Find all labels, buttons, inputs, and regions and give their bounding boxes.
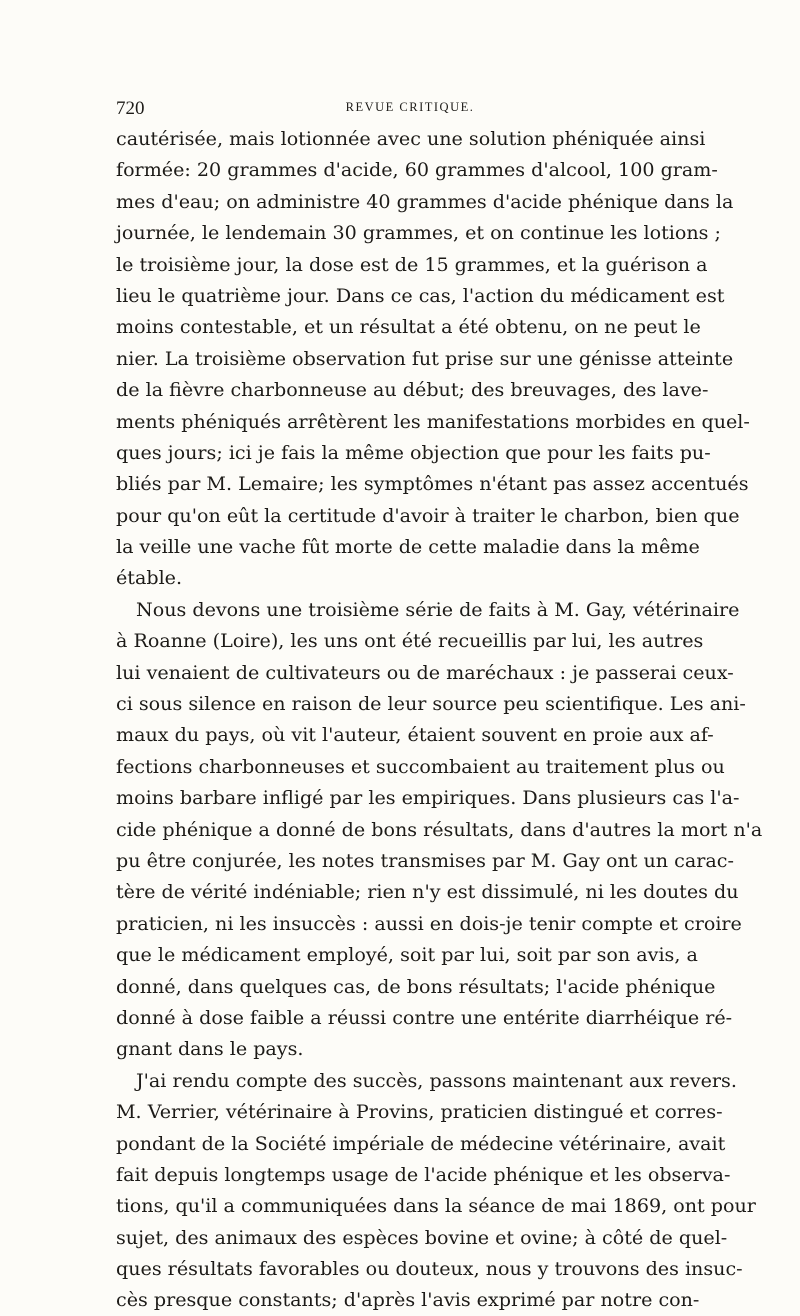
- text-line: lieu le quatrième jour. Dans ce cas, l'action du médicament est: [116, 283, 725, 307]
- text-line: fait depuis longtemps usage de l'acide phénique et les observa-: [116, 1162, 731, 1186]
- paragraph-start-line: J'ai rendu compte des succès, passons maintenant aux revers.: [136, 1068, 737, 1092]
- text-line: nier. La troisième observation fut prise sur une génisse atteinte: [116, 346, 734, 370]
- text-line: pour qu'on eût la certitude d'avoir à traiter le charbon, bien que: [116, 503, 740, 527]
- text-line: bliés par M. Lemaire; les symptômes n'étant pas assez accentués: [116, 472, 749, 496]
- text-line: sujet, des animaux des espèces bovine et ovine; à côté de quel-: [116, 1225, 728, 1249]
- paragraph-end-line: étable.: [116, 566, 183, 590]
- text-line: cide phénique a donné de bons résultats, dans d'autres la mort n'a: [116, 817, 763, 841]
- text-line: à Roanne (Loire), les uns ont été recueillis par lui, les autres: [116, 629, 704, 653]
- text-line: pu être conjurée, les notes transmises par M. Gay ont un carac-: [116, 848, 734, 872]
- text-line: lui venaient de cultivateurs ou de maréchaux : je passerai ceux-: [116, 660, 734, 684]
- text-line: formée: 20 grammes d'acide, 60 grammes d'alcool, 100 gram-: [116, 158, 718, 182]
- text-line: ques jours; ici je fais la même objection que pour les faits pu-: [116, 440, 711, 464]
- text-line: praticien, ni les insuccès : aussi en dois-je tenir compte et croire: [116, 911, 742, 935]
- text-line: moins contestable, et un résultat a été obtenu, on ne peut le: [116, 315, 701, 339]
- text-line: ci sous silence en raison de leur source peu scientifique. Les ani-: [116, 692, 746, 716]
- text-line: tère de vérité indéniable; rien n'y est dissimulé, ni les doutes du: [116, 880, 739, 904]
- body-text: [116, 123, 763, 1316]
- text-line: maux du pays, où vit l'auteur, étaient souvent en proie aux af-: [116, 723, 714, 747]
- paragraph-start-line: Nous devons une troisième série de faits à M. Gay, vétérinaire: [136, 597, 740, 621]
- text-line: journée, le lendemain 30 grammes, et on continue les lotions ;: [116, 221, 721, 245]
- page-header: [116, 96, 684, 120]
- text-line: tions, qu'il a communiquées dans la séance de mai 1869, ont pour: [116, 1194, 756, 1218]
- text-line: de la fièvre charbonneuse au début; des breuvages, des lave-: [116, 378, 709, 402]
- text-line: cautérisée, mais lotionnée avec une solution phéniquée ainsi: [116, 127, 706, 150]
- running-head: REVUE CRITIQUE.: [345, 100, 475, 114]
- text-line: le troisième jour, la dose est de 15 grammes, et la guérison a: [116, 252, 708, 276]
- text-line: pondant de la Société impériale de médecine vétérinaire, avait: [116, 1131, 726, 1155]
- text-line: fections charbonneuses et succombaient au traitement plus ou: [116, 754, 725, 778]
- text-line: mes d'eau; on administre 40 grammes d'acide phénique dans la: [116, 189, 734, 213]
- book-page: [116, 96, 763, 1316]
- text-line: moins barbare infligé par les empiriques. Dans plusieurs cas l'a-: [116, 786, 740, 810]
- text-line: ments phéniqués arrêtèrent les manifestations morbides en quel-: [116, 409, 750, 433]
- text-line: donné, dans quelques cas, de bons résultats; l'acide phénique: [116, 974, 716, 998]
- text-line: ques résultats favorables ou douteux, nous y trouvons des insuc-: [116, 1257, 743, 1281]
- text-line: cès presque constants; d'après l'avis exprimé par notre con-: [116, 1288, 700, 1312]
- text-line: la veille une vache fût morte de cette maladie dans la même: [116, 535, 700, 559]
- text-line: que le médicament employé, soit par lui, soit par son avis, a: [116, 943, 698, 967]
- paragraph-end-line: gnant dans le pays.: [116, 1037, 304, 1061]
- text-line: M. Verrier, vétérinaire à Provins, praticien distingué et corres-: [116, 1100, 723, 1124]
- text-line: donné à dose faible a réussi contre une entérite diarrhéique ré-: [116, 1005, 733, 1029]
- page-number: 720: [116, 98, 145, 119]
